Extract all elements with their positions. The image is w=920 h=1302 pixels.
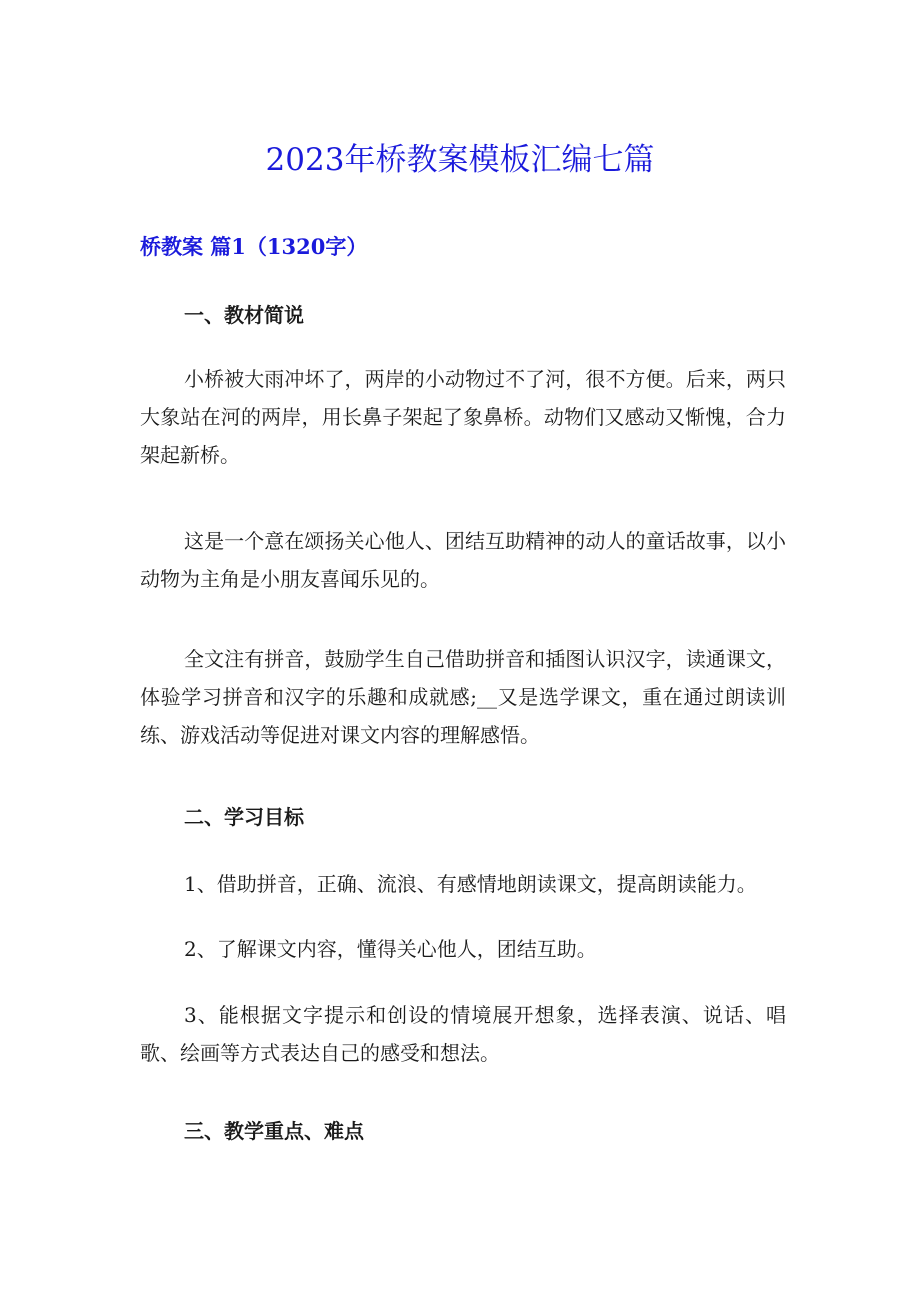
goal-item-1: 1、借助拼音，正确、流浪、有感情地朗读课文，提高朗读能力。: [184, 872, 757, 896]
goal-item-2: 2、了解课文内容，懂得关心他人，团结互助。: [184, 937, 597, 961]
heading-key-points: 三、教学重点、难点: [184, 1119, 364, 1143]
section-heading: 桥教案 篇1（1320字）: [140, 234, 368, 259]
heading-learning-goals: 二、学习目标: [184, 805, 304, 829]
paragraph-teaching-approach: 全文注有拼音，鼓励学生自己借助拼音和插图认识汉字，读通课文，体验学习拼音和汉字的乐趣和成就感;__又是选学课文，重在通过朗读训练、游戏活动等促进对课文内容的理解感悟。: [140, 647, 786, 747]
paragraph-story-summary: 小桥被大雨冲坏了，两岸的小动物过不了河，很不方便。后来，两只大象站在河的两岸，用长鼻子架起了象鼻桥。动物们又感动又惭愧，合力架起新桥。: [140, 367, 786, 467]
paragraph-story-theme: 这是一个意在颂扬关心他人、团结互助精神的动人的童话故事，以小动物为主角是小朋友喜闻乐见的。: [140, 529, 786, 591]
document-title: 2023年桥教案模板汇编七篇: [265, 142, 655, 178]
heading-textbook-overview: 一、教材简说: [184, 303, 304, 327]
goal-item-3: 3、能根据文字提示和创设的情境展开想象，选择表演、说话、唱歌、绘画等方式表达自己的感受和想法。: [140, 1003, 786, 1065]
